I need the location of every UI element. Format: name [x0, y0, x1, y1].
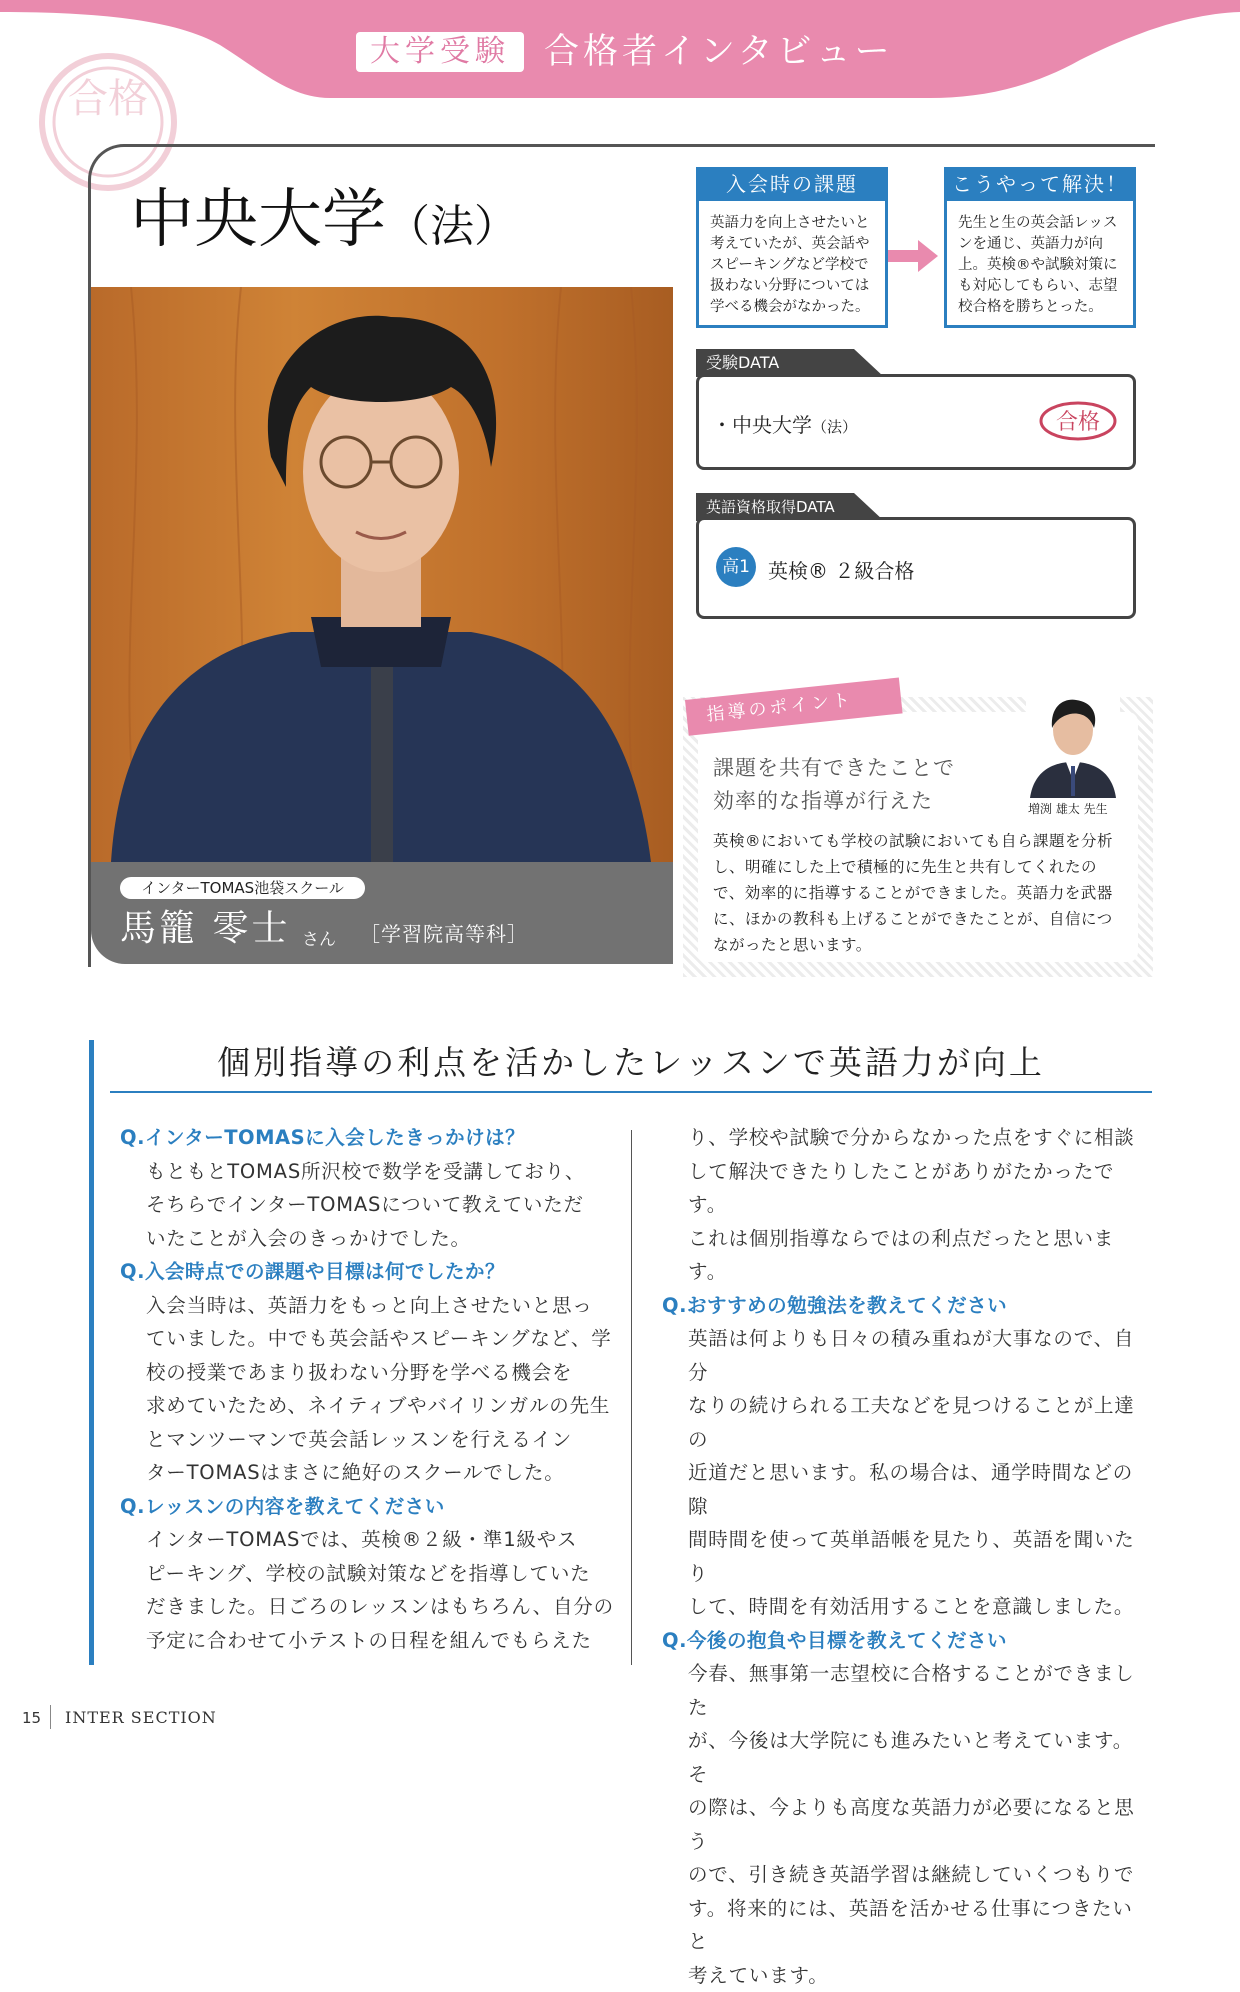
- left-line: 校の授業であまり扱わない分野を学べる機会を: [120, 1356, 620, 1390]
- page-number: 15: [22, 1709, 41, 1727]
- right-line: なりの続けられる工夫などを見つけることが上達の: [662, 1389, 1152, 1456]
- column-divider: [631, 1130, 632, 1665]
- right-line: の際は、今よりも高度な英語力が必要になると思う: [662, 1791, 1152, 1858]
- left-line: インターTOMASでは、英検®２級・準1級やス: [120, 1523, 620, 1557]
- right-line: 間時間を使って英単語帳を見たり、英語を聞いたり: [662, 1523, 1152, 1590]
- student-name: 馬籠 零士: [120, 905, 290, 953]
- challenge-label: 入会時の課題: [696, 167, 888, 201]
- student-affiliation: ［学習院高等科］: [360, 918, 528, 947]
- arrow-right-icon: [888, 238, 940, 274]
- english-data-card: [696, 517, 1136, 619]
- pass-stamp: [1038, 400, 1118, 442]
- exam-school: ・中央大学（法）: [712, 409, 857, 438]
- article-accent-bar: [89, 1040, 94, 1665]
- left-line: ていました。中でも英会話やスピーキングなど、学: [120, 1322, 620, 1356]
- left-line: もともとTOMAS所沢校で数学を受講しており、: [120, 1155, 620, 1189]
- right-line: が、今後は大学院にも進みたいと考えています。そ: [662, 1724, 1152, 1791]
- footer-section-name: INTER SECTION: [65, 1708, 217, 1727]
- right-line: り、学校や試験で分からなかった点をすぐに相談: [662, 1121, 1152, 1155]
- left-line: ターTOMASはまさに絶好のスクールでした。: [120, 1456, 620, 1490]
- left-line: ピーキング、学校の試験対策などを指導していた: [120, 1557, 620, 1591]
- challenge-text: 英語力を向上させたいと考えていたが、英会話やスピーキングなど学校で扱わない分野については学べる機会がなかった。: [710, 213, 880, 318]
- stamp-text: 合格: [68, 76, 148, 122]
- right-line: これは個別指導ならではの利点だったと思います。: [662, 1222, 1152, 1289]
- left-line: いたことが入会のきっかけでした。: [120, 1222, 620, 1256]
- left-line: だきました。日ごろのレッスンはもちろん、自分の: [120, 1590, 620, 1624]
- right-line: 今春、無事第一志望校に合格することができました: [662, 1657, 1152, 1724]
- article-right-column: [662, 1121, 1152, 1992]
- right-line: ので、引き続き英語学習は継続していくつもりで: [662, 1858, 1152, 1892]
- exam-data-label: 受験DATA: [696, 350, 779, 376]
- article-left-column: [120, 1121, 620, 1657]
- headline-rule: [110, 1091, 1152, 1093]
- header-title: 合格者インタビュー: [544, 30, 894, 74]
- left-line: そちらでインターTOMASについて教えていただ: [120, 1188, 620, 1222]
- grade-badge: 高1: [716, 547, 756, 587]
- university-name: 中央大学（法）: [130, 180, 518, 267]
- left-line: Q.インターTOMASに入会したきっかけは？: [120, 1121, 620, 1155]
- left-line: 予定に合わせて小テストの日程を組んでもらえた: [120, 1624, 620, 1658]
- left-line: Q.レッスンの内容を教えてください: [120, 1490, 620, 1524]
- student-photo: [91, 287, 673, 862]
- right-line: 考えています。: [662, 1959, 1152, 1992]
- teacher-point-headline: 課題を共有できたことで 効率的な指導が行えた: [713, 752, 955, 818]
- left-line: 求めていたため、ネイティブやバイリンガルの先生: [120, 1389, 620, 1423]
- svg-text:合格: 合格: [1056, 410, 1100, 435]
- solution-text: 先生と生の英会話レッスンを通じ、英語力が向上。英検®や試験対策にも対応してもらい、志望校合格を勝ちとった。: [958, 213, 1128, 318]
- english-data-label: 英語資格取得DATA: [696, 494, 835, 520]
- right-line: Q.おすすめの勉強法を教えてください: [662, 1289, 1152, 1323]
- teacher-name: 増渕 雄太 先生: [1028, 800, 1108, 817]
- header-tag: 大学受験: [356, 32, 524, 72]
- left-line: Q.入会時点での課題や目標は何でしたか？: [120, 1255, 620, 1289]
- right-line: して解決できたりしたことがありがたかったです。: [662, 1155, 1152, 1222]
- article-headline: 個別指導の利点を活かしたレッスンで英語力が向上: [110, 1035, 1152, 1091]
- right-line: 英語は何よりも日々の積み重ねが大事なので、自分: [662, 1322, 1152, 1389]
- teacher-point-label: 指導のポイント: [685, 678, 903, 736]
- right-line: 近道だと思います。私の場合は、通学時間などの隙: [662, 1456, 1152, 1523]
- right-line: Q.今後の抱負や目標を教えてください: [662, 1624, 1152, 1658]
- teacher-point-body: 英検®においても学校の試験においても自ら課題を分析し、明確にした上で積極的に先生と共有してくれたので、効率的に指導することができました。英語力を武器に、ほかの教科も上げることができたことが、自信につながったと思います。: [713, 828, 1125, 958]
- right-line: す。将来的には、英語を活かせる仕事につきたいと: [662, 1892, 1152, 1959]
- teacher-photo: [1026, 680, 1120, 798]
- honorific: さん: [302, 925, 336, 950]
- english-cert-item: 英検® ２級合格: [768, 555, 914, 584]
- left-line: 入会当時は、英語力をもっと向上させたいと思っ: [120, 1289, 620, 1323]
- solution-label: こうやって解決！: [944, 167, 1136, 201]
- footer-divider: [50, 1705, 51, 1729]
- right-line: して、時間を有効活用することを意識しました。: [662, 1590, 1152, 1624]
- left-line: とマンツーマンで英会話レッスンを行えるイン: [120, 1423, 620, 1457]
- school-label: インターTOMAS池袋スクール: [120, 877, 365, 899]
